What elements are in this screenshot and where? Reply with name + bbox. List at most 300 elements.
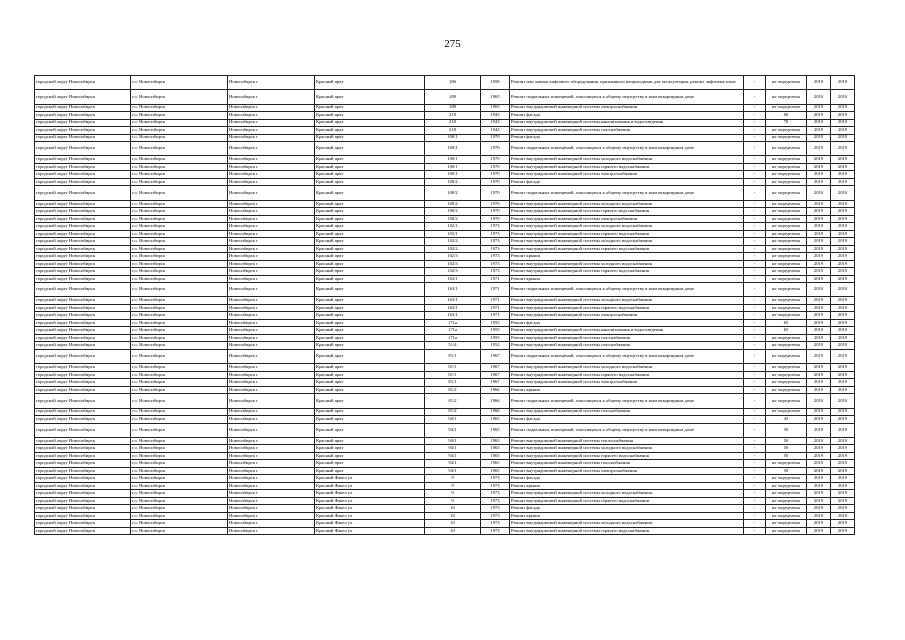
year-start-cell: 2019: [807, 142, 831, 156]
cost-cell: не определена: [766, 134, 807, 142]
cost-cell: не определена: [766, 76, 807, 90]
work-type-cell: Ремонт внутридомовой инженерной системы горячего водоснабжения: [510, 497, 744, 505]
street-cell: Красный Факел ул: [315, 505, 425, 513]
settlement-cell: г.о. Новосибирск: [131, 156, 228, 164]
street-cell: Красный пркт: [315, 119, 425, 127]
dash-cell: -: [744, 527, 766, 535]
city-cell: Новосибирск г: [228, 327, 315, 335]
municipality-cell: городской округ Новосибирск: [35, 223, 131, 231]
street-cell: Красный пркт: [315, 90, 425, 104]
year-start-cell: 2019: [807, 334, 831, 342]
house-number-cell: 10: [425, 520, 481, 528]
build-year-cell: 1971: [481, 275, 510, 283]
table-row: [35, 171, 855, 179]
cost-cell: не определена: [766, 268, 807, 276]
table-row: [35, 215, 855, 223]
municipality-cell: городской округ Новосибирск: [35, 268, 131, 276]
table-row: [35, 200, 855, 208]
year-end-cell: 2019: [831, 223, 855, 231]
house-number-cell: 218: [425, 112, 481, 120]
dash-cell: -: [744, 230, 766, 238]
work-type-cell: Ремонт внутридомовой инженерной системы газоснабжения: [510, 127, 744, 135]
city-cell: Новосибирск г: [228, 142, 315, 156]
year-end-cell: 2019: [831, 304, 855, 312]
work-type-cell: Ремонт крыши: [510, 253, 744, 261]
house-number-cell: 163/1: [425, 283, 481, 297]
dash-cell: -: [744, 512, 766, 520]
cost-cell: не определена: [766, 312, 807, 320]
house-number-cell: 9: [425, 490, 481, 498]
city-cell: Новосибирск г: [228, 253, 315, 261]
build-year-cell: 1973: [481, 520, 510, 528]
street-cell: Красный пркт: [315, 445, 425, 453]
house-number-cell: 186: [425, 76, 481, 90]
municipality-cell: городской округ Новосибирск: [35, 297, 131, 305]
work-type-cell: Ремонт внутридомовой инженерной системы горячего водоснабжения: [510, 371, 744, 379]
house-number-cell: 163/1: [425, 304, 481, 312]
dash-cell: -: [744, 163, 766, 171]
cost-cell: не определена: [766, 171, 807, 179]
work-type-cell: Ремонт фасада: [510, 505, 744, 513]
cost-cell: 45: [766, 416, 807, 424]
table-row: [35, 119, 855, 127]
house-number-cell: 81/2: [425, 386, 481, 394]
table-row: [35, 364, 855, 372]
year-end-cell: 2019: [831, 408, 855, 416]
municipality-cell: городской округ Новосибирск: [35, 423, 131, 437]
table-row: [35, 112, 855, 120]
work-type-cell: Ремонт внутридомовой инженерной системы теплоснабжения: [510, 437, 744, 445]
table-row: [35, 527, 855, 535]
build-year-cell: 1970: [481, 134, 510, 142]
work-type-cell: Ремонт внутридомовой инженерной системы газоснабжения: [510, 342, 744, 350]
build-year-cell: 1973: [481, 238, 510, 246]
year-end-cell: 2019: [831, 452, 855, 460]
settlement-cell: г.о. Новосибирск: [131, 230, 228, 238]
street-cell: Красный пркт: [315, 104, 425, 112]
municipality-cell: городской округ Новосибирск: [35, 312, 131, 320]
city-cell: Новосибирск г: [228, 171, 315, 179]
table-row: [35, 416, 855, 424]
dash-cell: -: [744, 208, 766, 216]
dash-cell: -: [744, 319, 766, 327]
settlement-cell: г.о. Новосибирск: [131, 416, 228, 424]
city-cell: Новосибирск г: [228, 371, 315, 379]
year-end-cell: 2019: [831, 386, 855, 394]
city-cell: Новосибирск г: [228, 416, 315, 424]
city-cell: Новосибирск г: [228, 520, 315, 528]
street-cell: Красный Факел ул: [315, 497, 425, 505]
year-start-cell: 2019: [807, 386, 831, 394]
city-cell: Новосибирск г: [228, 490, 315, 498]
year-start-cell: 2019: [807, 119, 831, 127]
year-start-cell: 2019: [807, 127, 831, 135]
year-start-cell: 2019: [807, 327, 831, 335]
table-row: [35, 297, 855, 305]
work-type-cell: Ремонт внутридомовой инженерной системы холодного водоснабжения: [510, 364, 744, 372]
municipality-cell: городской округ Новосибирск: [35, 76, 131, 90]
cost-cell: не определена: [766, 245, 807, 253]
year-end-cell: 2019: [831, 371, 855, 379]
table-row: [35, 497, 855, 505]
cost-cell: не определена: [766, 90, 807, 104]
year-end-cell: 2019: [831, 520, 855, 528]
cost-cell: не определена: [766, 342, 807, 350]
year-start-cell: 2019: [807, 215, 831, 223]
municipality-cell: городской округ Новосибирск: [35, 505, 131, 513]
year-end-cell: 2019: [831, 497, 855, 505]
dash-cell: -: [744, 156, 766, 164]
municipality-cell: городской округ Новосибирск: [35, 416, 131, 424]
build-year-cell: 1965: [481, 104, 510, 112]
build-year-cell: 1973: [481, 475, 510, 483]
street-cell: Красный Факел ул: [315, 512, 425, 520]
municipality-cell: городской округ Новосибирск: [35, 527, 131, 535]
settlement-cell: г.о. Новосибирск: [131, 142, 228, 156]
city-cell: Новосибирск г: [228, 312, 315, 320]
cost-cell: не определена: [766, 505, 807, 513]
municipality-cell: городской округ Новосибирск: [35, 460, 131, 468]
house-number-cell: 218: [425, 127, 481, 135]
work-type-cell: Ремонт внутридомовой инженерной системы горячего водоснабжения: [510, 268, 744, 276]
house-number-cell: 102/2: [425, 238, 481, 246]
year-start-cell: 2019: [807, 238, 831, 246]
build-year-cell: 1965: [481, 467, 510, 475]
municipality-cell: городской округ Новосибирск: [35, 520, 131, 528]
table-row: [35, 127, 855, 135]
year-start-cell: 2019: [807, 520, 831, 528]
settlement-cell: г.о. Новосибирск: [131, 200, 228, 208]
street-cell: Красный пркт: [315, 186, 425, 200]
city-cell: Новосибирск г: [228, 134, 315, 142]
year-end-cell: 2019: [831, 171, 855, 179]
settlement-cell: г.о. Новосибирск: [131, 423, 228, 437]
cost-cell: не определена: [766, 394, 807, 408]
year-start-cell: 2019: [807, 297, 831, 305]
cost-cell: не определена: [766, 304, 807, 312]
settlement-cell: г.о. Новосибирск: [131, 260, 228, 268]
city-cell: Новосибирск г: [228, 505, 315, 513]
build-year-cell: 1970: [481, 215, 510, 223]
work-type-cell: Ремонт фасада: [510, 475, 744, 483]
year-start-cell: 2019: [807, 452, 831, 460]
cost-cell: не определена: [766, 208, 807, 216]
settlement-cell: г.о. Новосибирск: [131, 171, 228, 179]
build-year-cell: 1967: [481, 371, 510, 379]
year-end-cell: 2019: [831, 134, 855, 142]
year-end-cell: 2019: [831, 90, 855, 104]
street-cell: Красный пркт: [315, 178, 425, 186]
street-cell: Красный пркт: [315, 304, 425, 312]
table-row: [35, 349, 855, 363]
city-cell: Новосибирск г: [228, 334, 315, 342]
house-number-cell: 100/1: [425, 156, 481, 164]
build-year-cell: 1973: [481, 490, 510, 498]
year-start-cell: 2019: [807, 497, 831, 505]
cost-cell: не определена: [766, 512, 807, 520]
street-cell: Красный пркт: [315, 156, 425, 164]
city-cell: Новосибирск г: [228, 283, 315, 297]
municipality-cell: городской округ Новосибирск: [35, 342, 131, 350]
work-type-cell: Ремонт внутридомовой инженерной системы холодного водоснабжения: [510, 238, 744, 246]
cost-cell: не определена: [766, 230, 807, 238]
year-start-cell: 2019: [807, 512, 831, 520]
build-year-cell: 1943: [481, 127, 510, 135]
year-end-cell: 2019: [831, 423, 855, 437]
street-cell: Красный пркт: [315, 76, 425, 90]
table-row: [35, 452, 855, 460]
house-number-cell: 81/2: [425, 394, 481, 408]
year-start-cell: 2019: [807, 408, 831, 416]
house-number-cell: 9: [425, 497, 481, 505]
city-cell: Новосибирск г: [228, 394, 315, 408]
cost-cell: не определена: [766, 520, 807, 528]
cost-cell: не определена: [766, 142, 807, 156]
city-cell: Новосибирск г: [228, 163, 315, 171]
house-number-cell: 102/3: [425, 260, 481, 268]
year-end-cell: 2019: [831, 364, 855, 372]
table-row: [35, 408, 855, 416]
work-type-cell: Ремонт внутридомовой инженерной системы канализования и водоотведения: [510, 119, 744, 127]
municipality-cell: городской округ Новосибирск: [35, 386, 131, 394]
cost-cell: 69: [766, 112, 807, 120]
year-start-cell: 2019: [807, 349, 831, 363]
settlement-cell: г.о. Новосибирск: [131, 208, 228, 216]
work-type-cell: Ремонт внутридомовой инженерной системы горячего водоснабжения: [510, 527, 744, 535]
year-start-cell: 2019: [807, 76, 831, 90]
house-number-cell: 188: [425, 104, 481, 112]
settlement-cell: г.о. Новосибирск: [131, 283, 228, 297]
dash-cell: -: [744, 423, 766, 437]
dash-cell: -: [744, 445, 766, 453]
street-cell: Красный пркт: [315, 283, 425, 297]
municipality-cell: городской округ Новосибирск: [35, 452, 131, 460]
cost-cell: не определена: [766, 386, 807, 394]
table-row: [35, 490, 855, 498]
settlement-cell: г.о. Новосибирск: [131, 349, 228, 363]
work-type-cell: Ремонт внутридомовой инженерной системы холодного водоснабжения: [510, 445, 744, 453]
city-cell: Новосибирск г: [228, 127, 315, 135]
build-year-cell: 1971: [481, 297, 510, 305]
build-year-cell: 1973: [481, 497, 510, 505]
house-number-cell: 100/2: [425, 178, 481, 186]
settlement-cell: г.о. Новосибирск: [131, 490, 228, 498]
work-type-cell: Ремонт подвальных помещений, относящихся к общему имуществу в многоквартирном доме: [510, 283, 744, 297]
year-start-cell: 2019: [807, 283, 831, 297]
year-end-cell: 2019: [831, 186, 855, 200]
city-cell: Новосибирск г: [228, 76, 315, 90]
street-cell: Красный пркт: [315, 394, 425, 408]
street-cell: Красный пркт: [315, 208, 425, 216]
house-number-cell: 102/2: [425, 245, 481, 253]
build-year-cell: 1973: [481, 260, 510, 268]
city-cell: Новосибирск г: [228, 452, 315, 460]
cost-cell: 50: [766, 423, 807, 437]
year-end-cell: 2019: [831, 200, 855, 208]
cost-cell: не определена: [766, 163, 807, 171]
work-type-cell: Ремонт фасада: [510, 112, 744, 120]
build-year-cell: 1965: [481, 90, 510, 104]
settlement-cell: г.о. Новосибирск: [131, 512, 228, 520]
work-type-cell: Ремонт внутридомовой инженерной системы газоснабжения: [510, 460, 744, 468]
municipality-cell: городской округ Новосибирск: [35, 112, 131, 120]
house-number-cell: 100/1: [425, 142, 481, 156]
year-start-cell: 2019: [807, 260, 831, 268]
dash-cell: -: [744, 112, 766, 120]
dash-cell: -: [744, 312, 766, 320]
house-number-cell: 102/1: [425, 230, 481, 238]
work-type-cell: Ремонт внутридомовой инженерной системы холодного водоснабжения: [510, 260, 744, 268]
work-type-cell: Ремонт фасада: [510, 319, 744, 327]
house-number-cell: 163/1: [425, 275, 481, 283]
year-start-cell: 2019: [807, 379, 831, 387]
year-start-cell: 2019: [807, 275, 831, 283]
work-type-cell: Ремонт или замена лифтового оборудования, признанного непригодным для эксплуатации, ремонт лифтовых шахт: [510, 76, 744, 90]
municipality-cell: городской округ Новосибирск: [35, 437, 131, 445]
municipality-cell: городской округ Новосибирск: [35, 327, 131, 335]
dash-cell: -: [744, 475, 766, 483]
house-number-cell: 94/1: [425, 423, 481, 437]
settlement-cell: г.о. Новосибирск: [131, 445, 228, 453]
house-number-cell: 94/1: [425, 416, 481, 424]
build-year-cell: 1965: [481, 460, 510, 468]
build-year-cell: 1967: [481, 349, 510, 363]
city-cell: Новосибирск г: [228, 482, 315, 490]
dash-cell: -: [744, 497, 766, 505]
settlement-cell: г.о. Новосибирск: [131, 437, 228, 445]
municipality-cell: городской округ Новосибирск: [35, 186, 131, 200]
table-row: [35, 76, 855, 90]
work-type-cell: Ремонт внутридомовой инженерной системы горячего водоснабжения: [510, 304, 744, 312]
dash-cell: -: [744, 178, 766, 186]
table-row: [35, 379, 855, 387]
year-start-cell: 2019: [807, 268, 831, 276]
street-cell: Красный пркт: [315, 467, 425, 475]
settlement-cell: г.о. Новосибирск: [131, 371, 228, 379]
settlement-cell: г.о. Новосибирск: [131, 334, 228, 342]
cost-cell: не определена: [766, 127, 807, 135]
dash-cell: -: [744, 364, 766, 372]
dash-cell: -: [744, 304, 766, 312]
cost-cell: не определена: [766, 527, 807, 535]
street-cell: Красный пркт: [315, 342, 425, 350]
street-cell: Красный пркт: [315, 134, 425, 142]
table-row: [35, 437, 855, 445]
year-end-cell: 2019: [831, 327, 855, 335]
street-cell: Красный пркт: [315, 223, 425, 231]
build-year-cell: 1955: [481, 327, 510, 335]
build-year-cell: 1973: [481, 527, 510, 535]
cost-cell: 65: [766, 327, 807, 335]
dash-cell: -: [744, 437, 766, 445]
cost-cell: 65: [766, 319, 807, 327]
street-cell: Красный пркт: [315, 334, 425, 342]
year-end-cell: 2019: [831, 505, 855, 513]
year-end-cell: 2019: [831, 119, 855, 127]
cost-cell: не определена: [766, 275, 807, 283]
work-type-cell: Ремонт подвальных помещений, относящихся к общему имуществу в многоквартирном доме: [510, 186, 744, 200]
street-cell: Красный пркт: [315, 245, 425, 253]
work-type-cell: Ремонт крыши: [510, 482, 744, 490]
municipality-cell: городской округ Новосибирск: [35, 394, 131, 408]
settlement-cell: г.о. Новосибирск: [131, 253, 228, 261]
street-cell: Красный пркт: [315, 268, 425, 276]
house-number-cell: 81/2: [425, 408, 481, 416]
table-row: [35, 230, 855, 238]
city-cell: Новосибирск г: [228, 512, 315, 520]
work-type-cell: Ремонт крыши: [510, 275, 744, 283]
year-start-cell: 2019: [807, 171, 831, 179]
cost-cell: не определена: [766, 215, 807, 223]
settlement-cell: г.о. Новосибирск: [131, 505, 228, 513]
table-row: [35, 505, 855, 513]
year-end-cell: 2019: [831, 76, 855, 90]
table-row: [35, 482, 855, 490]
year-start-cell: 2019: [807, 245, 831, 253]
settlement-cell: г.о. Новосибирск: [131, 394, 228, 408]
city-cell: Новосибирск г: [228, 460, 315, 468]
table-row: [35, 371, 855, 379]
dash-cell: -: [744, 245, 766, 253]
year-end-cell: 2019: [831, 275, 855, 283]
street-cell: Красный Факел ул: [315, 527, 425, 535]
house-number-cell: 94/1: [425, 452, 481, 460]
city-cell: Новосибирск г: [228, 423, 315, 437]
table-row: [35, 253, 855, 261]
settlement-cell: г.о. Новосибирск: [131, 482, 228, 490]
build-year-cell: 1973: [481, 253, 510, 261]
year-end-cell: 2019: [831, 215, 855, 223]
build-year-cell: 1970: [481, 186, 510, 200]
cost-cell: не определена: [766, 364, 807, 372]
city-cell: Новосибирск г: [228, 186, 315, 200]
house-number-cell: 81/1: [425, 379, 481, 387]
cost-cell: не определена: [766, 156, 807, 164]
year-start-cell: 2019: [807, 482, 831, 490]
year-end-cell: 2019: [831, 156, 855, 164]
year-end-cell: 2019: [831, 268, 855, 276]
year-start-cell: 2019: [807, 104, 831, 112]
table-row: [35, 467, 855, 475]
work-type-cell: Ремонт внутридомовой инженерной системы электроснабжения: [510, 215, 744, 223]
build-year-cell: 1970: [481, 163, 510, 171]
table-row: [35, 238, 855, 246]
year-end-cell: 2019: [831, 482, 855, 490]
dash-cell: -: [744, 171, 766, 179]
municipality-cell: городской округ Новосибирск: [35, 379, 131, 387]
dash-cell: -: [744, 134, 766, 142]
street-cell: Красный пркт: [315, 312, 425, 320]
year-start-cell: 2019: [807, 342, 831, 350]
settlement-cell: г.о. Новосибирск: [131, 379, 228, 387]
year-end-cell: 2019: [831, 127, 855, 135]
settlement-cell: г.о. Новосибирск: [131, 408, 228, 416]
street-cell: Красный пркт: [315, 386, 425, 394]
work-type-cell: Ремонт подвальных помещений, относящихся к общему имуществу в многоквартирном доме: [510, 423, 744, 437]
table-row: [35, 475, 855, 483]
city-cell: Новосибирск г: [228, 178, 315, 186]
year-end-cell: 2019: [831, 230, 855, 238]
year-end-cell: 2019: [831, 253, 855, 261]
street-cell: Красный Факел ул: [315, 490, 425, 498]
street-cell: Красный пркт: [315, 238, 425, 246]
year-end-cell: 2019: [831, 445, 855, 453]
table-row: [35, 304, 855, 312]
year-start-cell: 2019: [807, 445, 831, 453]
table-row: [35, 275, 855, 283]
dash-cell: -: [744, 386, 766, 394]
cost-cell: не определена: [766, 379, 807, 387]
